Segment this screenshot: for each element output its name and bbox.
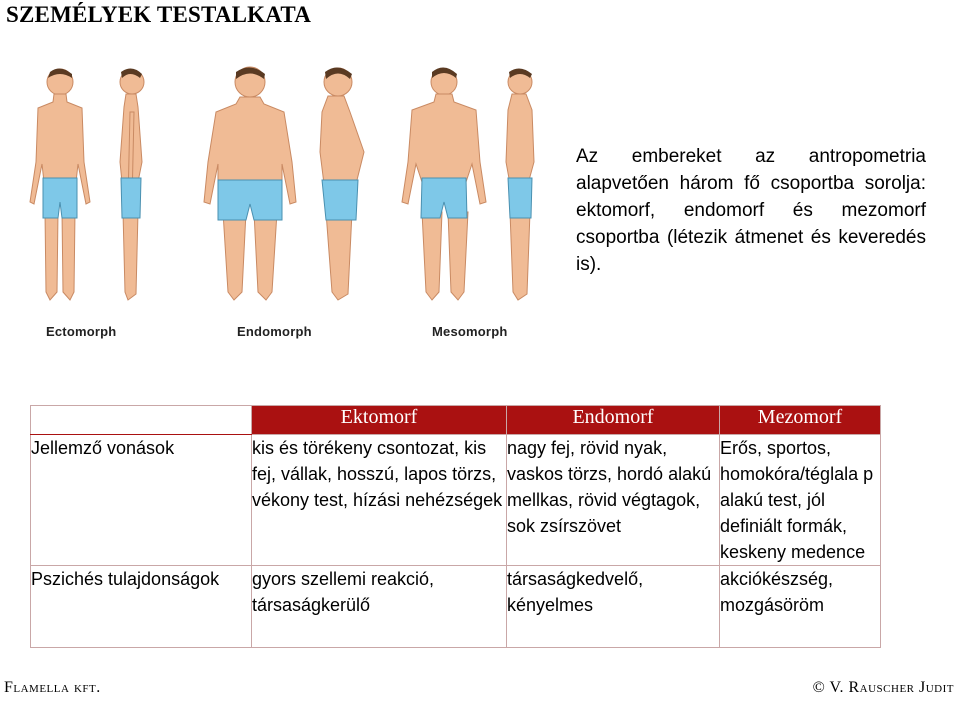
table-corner-cell xyxy=(31,406,252,435)
header-ektomorf: Ektomorf xyxy=(252,406,507,435)
cell-ektomorf-traits: kis és törékeny csontozat, kis fej, vállak, hosszú, lapos törzs, vékony test, hízási nehézségek xyxy=(252,435,507,566)
body-types-figure xyxy=(20,52,550,362)
row-label-psychological: Pszichés tulajdonságok xyxy=(31,566,252,648)
footer-copyright: © V. Rauscher Judit xyxy=(812,679,954,696)
table-row xyxy=(31,566,881,648)
body-types-illustration xyxy=(20,52,550,322)
cell-ektomorf-psychological: gyors szellemi reakció, társaságkerülő xyxy=(252,566,507,648)
ectomorph-label: Ectomorph xyxy=(46,324,117,339)
cell-mezomorf-traits: Erős, sportos, homokóra/téglala p alakú test, jól definiált formák, keskeny medence xyxy=(720,435,881,566)
row-label-traits: Jellemző vonások xyxy=(31,435,252,566)
page-title: SZEMÉLYEK TESTALKATA xyxy=(6,2,312,27)
header-mezomorf: Mezomorf xyxy=(720,406,881,435)
cell-mezomorf-psychological: akciókészség, mozgásöröm xyxy=(720,566,881,648)
endomorph-label: Endomorph xyxy=(237,324,312,339)
table-header-row xyxy=(31,406,881,435)
cell-endomorf-traits: nagy fej, rövid nyak, vaskos törzs, hordó alakú mellkas, rövid végtagok, sok zsírszövet xyxy=(507,435,720,566)
footer-company: Flamella kft. xyxy=(4,679,101,696)
body-type-comparison-table xyxy=(30,405,881,648)
intro-paragraph: Az embereket az antropometria alapvetően három fő csoportba sorolja: ektomorf, endomorf és mezomorf csoportba (létezik átmenet és keveredés is). xyxy=(576,146,926,275)
mesomorph-label: Mesomorph xyxy=(432,324,508,339)
cell-endomorf-psychological: társaságkedvelő, kényelmes xyxy=(507,566,720,648)
table-row xyxy=(31,435,881,566)
header-endomorf: Endomorf xyxy=(507,406,720,435)
